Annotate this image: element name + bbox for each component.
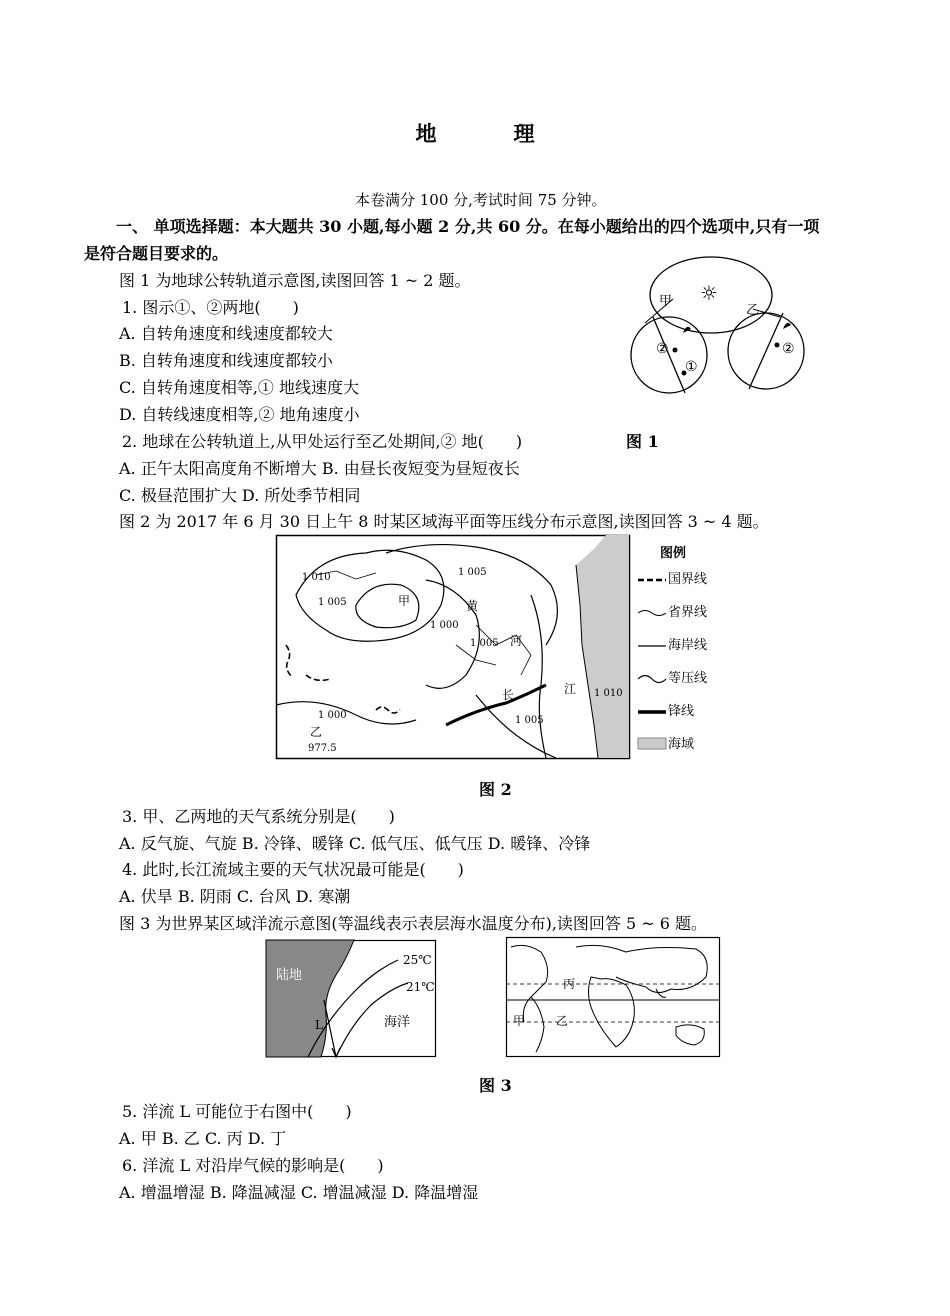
fig2-label-chang: 长 [502, 688, 515, 702]
fig2-label-he: 河 [510, 634, 523, 648]
fig1-label-1: ① [685, 359, 698, 375]
fig2-intro: 图 2 为 2017 年 6 月 30 日上午 8 时某区域海平面等压线分布示意图,读图回答 3 ~ 4 题。 [119, 512, 769, 531]
isobar-1005-d: 1 005 [515, 715, 544, 726]
fig2-isobar-map [276, 535, 630, 759]
legend-item: 锋线 [668, 704, 695, 719]
legend-item: 国界线 [668, 572, 708, 587]
fig3-label-jia: 甲 [513, 1014, 526, 1028]
fig2-label-jia: 甲 [398, 594, 411, 608]
q1-option-a: A. 自转角速度和线速度都较大 [119, 324, 333, 343]
q4-options: A. 伏旱 B. 阴雨 C. 台风 D. 寒潮 [119, 887, 351, 906]
q2-options-ab: A. 正午太阳高度角不断增大 B. 由昼长夜短变为昼短夜长 [119, 459, 520, 478]
isobar-1010-b: 1 010 [594, 688, 623, 699]
q1-option-b: B. 自转角速度和线速度都较小 [119, 351, 333, 370]
fig1-label-2-right: ② [782, 341, 795, 357]
section-heading: 一、 单项选择题：本大题共 30 小题,每小题 2 分,共 60 分。在每小题给出的四个选项中,只有一项 [116, 217, 820, 236]
legend-title: 图例 [660, 546, 687, 561]
isotherm-25: 25℃ [403, 953, 432, 967]
pressure-977: 977.5 [308, 743, 337, 754]
q1-stem: 1. 图示①、②两地( ) [122, 298, 299, 317]
q2-options-cd: C. 极昼范围扩大 D. 所处季节相同 [119, 486, 361, 505]
fig3-current-L: L [315, 1018, 323, 1032]
legend-symbols [636, 570, 670, 750]
fig3-ocean-label: 海洋 [384, 1015, 411, 1030]
q5-options: A. 甲 B. 乙 C. 丙 D. 丁 [119, 1129, 287, 1148]
fig3-intro: 图 3 为世界某区域洋流示意图(等温线表示表层海水温度分布),读图回答 5 ~ 6 题。 [119, 914, 708, 933]
sun-icon: ☼ [700, 281, 718, 305]
q6-options: A. 增温增湿 B. 降温减湿 C. 增温减湿 D. 降温增湿 [119, 1183, 479, 1202]
q3-stem: 3. 甲、乙两地的天气系统分别是( ) [122, 807, 395, 826]
fig3-label-yi: 乙 [556, 1014, 569, 1028]
legend-item: 等压线 [668, 671, 708, 686]
fig1-caption: 图 1 [626, 432, 659, 451]
q1-option-c: C. 自转角速度相等,① 地线速度大 [119, 378, 360, 397]
fig1-label-jia: 甲 [659, 294, 673, 309]
fig1-intro: 图 1 为地球公转轨道示意图,读图回答 1 ~ 2 题。 [119, 271, 471, 290]
fig2-label-yi: 乙 [310, 725, 323, 739]
isobar-1010-a: 1 010 [302, 572, 331, 583]
fig3-world-map [506, 937, 720, 1057]
fig1-label-yi: 乙 [746, 303, 760, 318]
isobar-1005-a: 1 005 [318, 597, 347, 608]
fig2-label-jiang: 江 [564, 682, 577, 696]
fig3-caption: 图 3 [479, 1076, 512, 1095]
fig1-label-2-left: ② [656, 341, 669, 357]
legend-item: 海岸线 [668, 638, 708, 653]
q6-stem: 6. 洋流 L 对沿岸气候的影响是( ) [122, 1156, 384, 1175]
section-heading-cont: 是符合题目要求的。 [84, 244, 229, 263]
q1-option-d: D. 自转线速度相等,② 地角速度小 [119, 405, 360, 424]
isobar-1005-b: 1 005 [458, 567, 487, 578]
legend-item: 省界线 [668, 605, 708, 620]
q3-options: A. 反气旋、气旋 B. 冷锋、暖锋 C. 低气压、低气压 D. 暖锋、冷锋 [119, 834, 591, 853]
isobar-1000-a: 1 000 [430, 620, 459, 631]
q5-stem: 5. 洋流 L 可能位于右图中( ) [122, 1102, 352, 1121]
isobar-1000-b: 1 000 [318, 710, 347, 721]
isotherm-21: 21℃ [406, 980, 435, 994]
isobar-1005-c: 1 005 [470, 638, 499, 649]
fig3-label-bing: 丙 [563, 977, 576, 991]
q2-stem: 2. 地球在公转轨道上,从甲处运行至乙处期间,② 地( ) [122, 432, 523, 451]
fig1-orbit-diagram [625, 255, 815, 415]
fig3-land-label: 陆地 [276, 968, 303, 983]
page-title: 地 理 [415, 121, 563, 146]
legend-item: 海域 [668, 737, 695, 752]
fig2-label-huang: 黄 [466, 599, 479, 613]
exam-intro: 本卷满分 100 分,考试时间 75 分钟。 [355, 191, 607, 209]
q4-stem: 4. 此时,长江流域主要的天气状况最可能是( ) [122, 860, 464, 879]
fig2-caption: 图 2 [479, 780, 512, 799]
